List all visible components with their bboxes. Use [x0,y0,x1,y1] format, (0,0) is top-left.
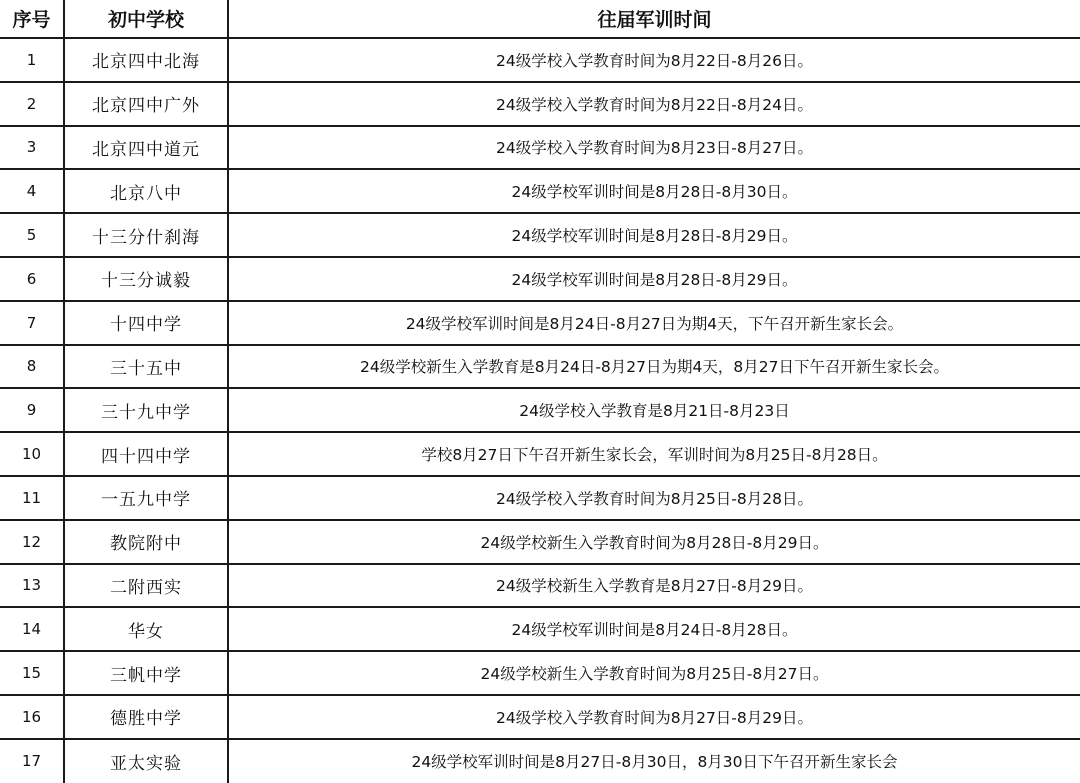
table-row [0,695,1080,739]
header-time: 往届军训时间 [228,0,1080,38]
row-school: 三十九中学 [64,388,228,432]
row-index: 13 [0,564,64,608]
table-row [0,388,1080,432]
row-index: 8 [0,345,64,389]
table-row [0,607,1080,651]
row-time: 24级学校新生入学教育是8月27日-8月29日。 [228,564,1080,608]
row-time: 24级学校新生入学教育时间为8月25日-8月27日。 [228,651,1080,695]
row-school: 北京四中道元 [64,126,228,170]
row-school: 北京四中北海 [64,38,228,82]
table-row [0,82,1080,126]
table-row [0,301,1080,345]
row-school: 一五九中学 [64,476,228,520]
row-time: 24级学校新生入学教育时间为8月28日-8月29日。 [228,520,1080,564]
row-time: 24级学校入学教育是8月21日-8月23日 [228,388,1080,432]
row-time: 24级学校军训时间是8月28日-8月29日。 [228,213,1080,257]
row-index: 16 [0,695,64,739]
table-row [0,564,1080,608]
table-row [0,345,1080,389]
row-school: 华女 [64,607,228,651]
row-school: 三十五中 [64,345,228,389]
row-index: 1 [0,38,64,82]
table-row [0,126,1080,170]
row-school: 四十四中学 [64,432,228,476]
table-row [0,169,1080,213]
row-index: 2 [0,82,64,126]
row-time: 24级学校入学教育时间为8月25日-8月28日。 [228,476,1080,520]
row-time: 24级学校军训时间是8月28日-8月29日。 [228,257,1080,301]
row-school: 二附西实 [64,564,228,608]
header-row [0,0,1080,38]
row-school: 十三分什刹海 [64,213,228,257]
row-index: 14 [0,607,64,651]
row-index: 6 [0,257,64,301]
row-time: 24级学校军训时间是8月28日-8月30日。 [228,169,1080,213]
table-row [0,432,1080,476]
row-index: 5 [0,213,64,257]
row-time: 24级学校入学教育时间为8月27日-8月29日。 [228,695,1080,739]
row-time: 24级学校入学教育时间为8月22日-8月24日。 [228,82,1080,126]
table-row [0,38,1080,82]
row-time: 24级学校新生入学教育是8月24日-8月27日为期4天，8月27日下午召开新生家长会。 [228,345,1080,389]
row-index: 4 [0,169,64,213]
row-index: 3 [0,126,64,170]
row-school: 德胜中学 [64,695,228,739]
table-row [0,651,1080,695]
row-time: 学校8月27日下午召开新生家长会，军训时间为8月25日-8月28日。 [228,432,1080,476]
row-index: 7 [0,301,64,345]
table-row [0,213,1080,257]
row-school: 北京四中广外 [64,82,228,126]
row-index: 9 [0,388,64,432]
header-index: 序号 [0,0,64,38]
row-time: 24级学校入学教育时间为8月23日-8月27日。 [228,126,1080,170]
row-school: 教院附中 [64,520,228,564]
row-time: 24级学校军训时间是8月24日-8月28日。 [228,607,1080,651]
table-header [0,0,1080,38]
row-school: 十三分诚毅 [64,257,228,301]
header-school: 初中学校 [64,0,228,38]
row-index: 11 [0,476,64,520]
row-index: 12 [0,520,64,564]
row-school: 北京八中 [64,169,228,213]
row-index: 10 [0,432,64,476]
table-row [0,739,1080,783]
table-body [0,38,1080,783]
row-school: 亚太实验 [64,739,228,783]
table-row [0,257,1080,301]
table-row [0,520,1080,564]
row-time: 24级学校军训时间是8月24日-8月27日为期4天，下午召开新生家长会。 [228,301,1080,345]
row-school: 三帆中学 [64,651,228,695]
row-school: 十四中学 [64,301,228,345]
table-row [0,476,1080,520]
row-index: 17 [21,752,42,771]
row-time: 24级学校军训时间是8月27日-8月30日，8月30日下午召开新生家长会 [228,739,1080,783]
row-index: 15 [0,651,64,695]
row-time: 24级学校入学教育时间为8月22日-8月26日。 [228,38,1080,82]
